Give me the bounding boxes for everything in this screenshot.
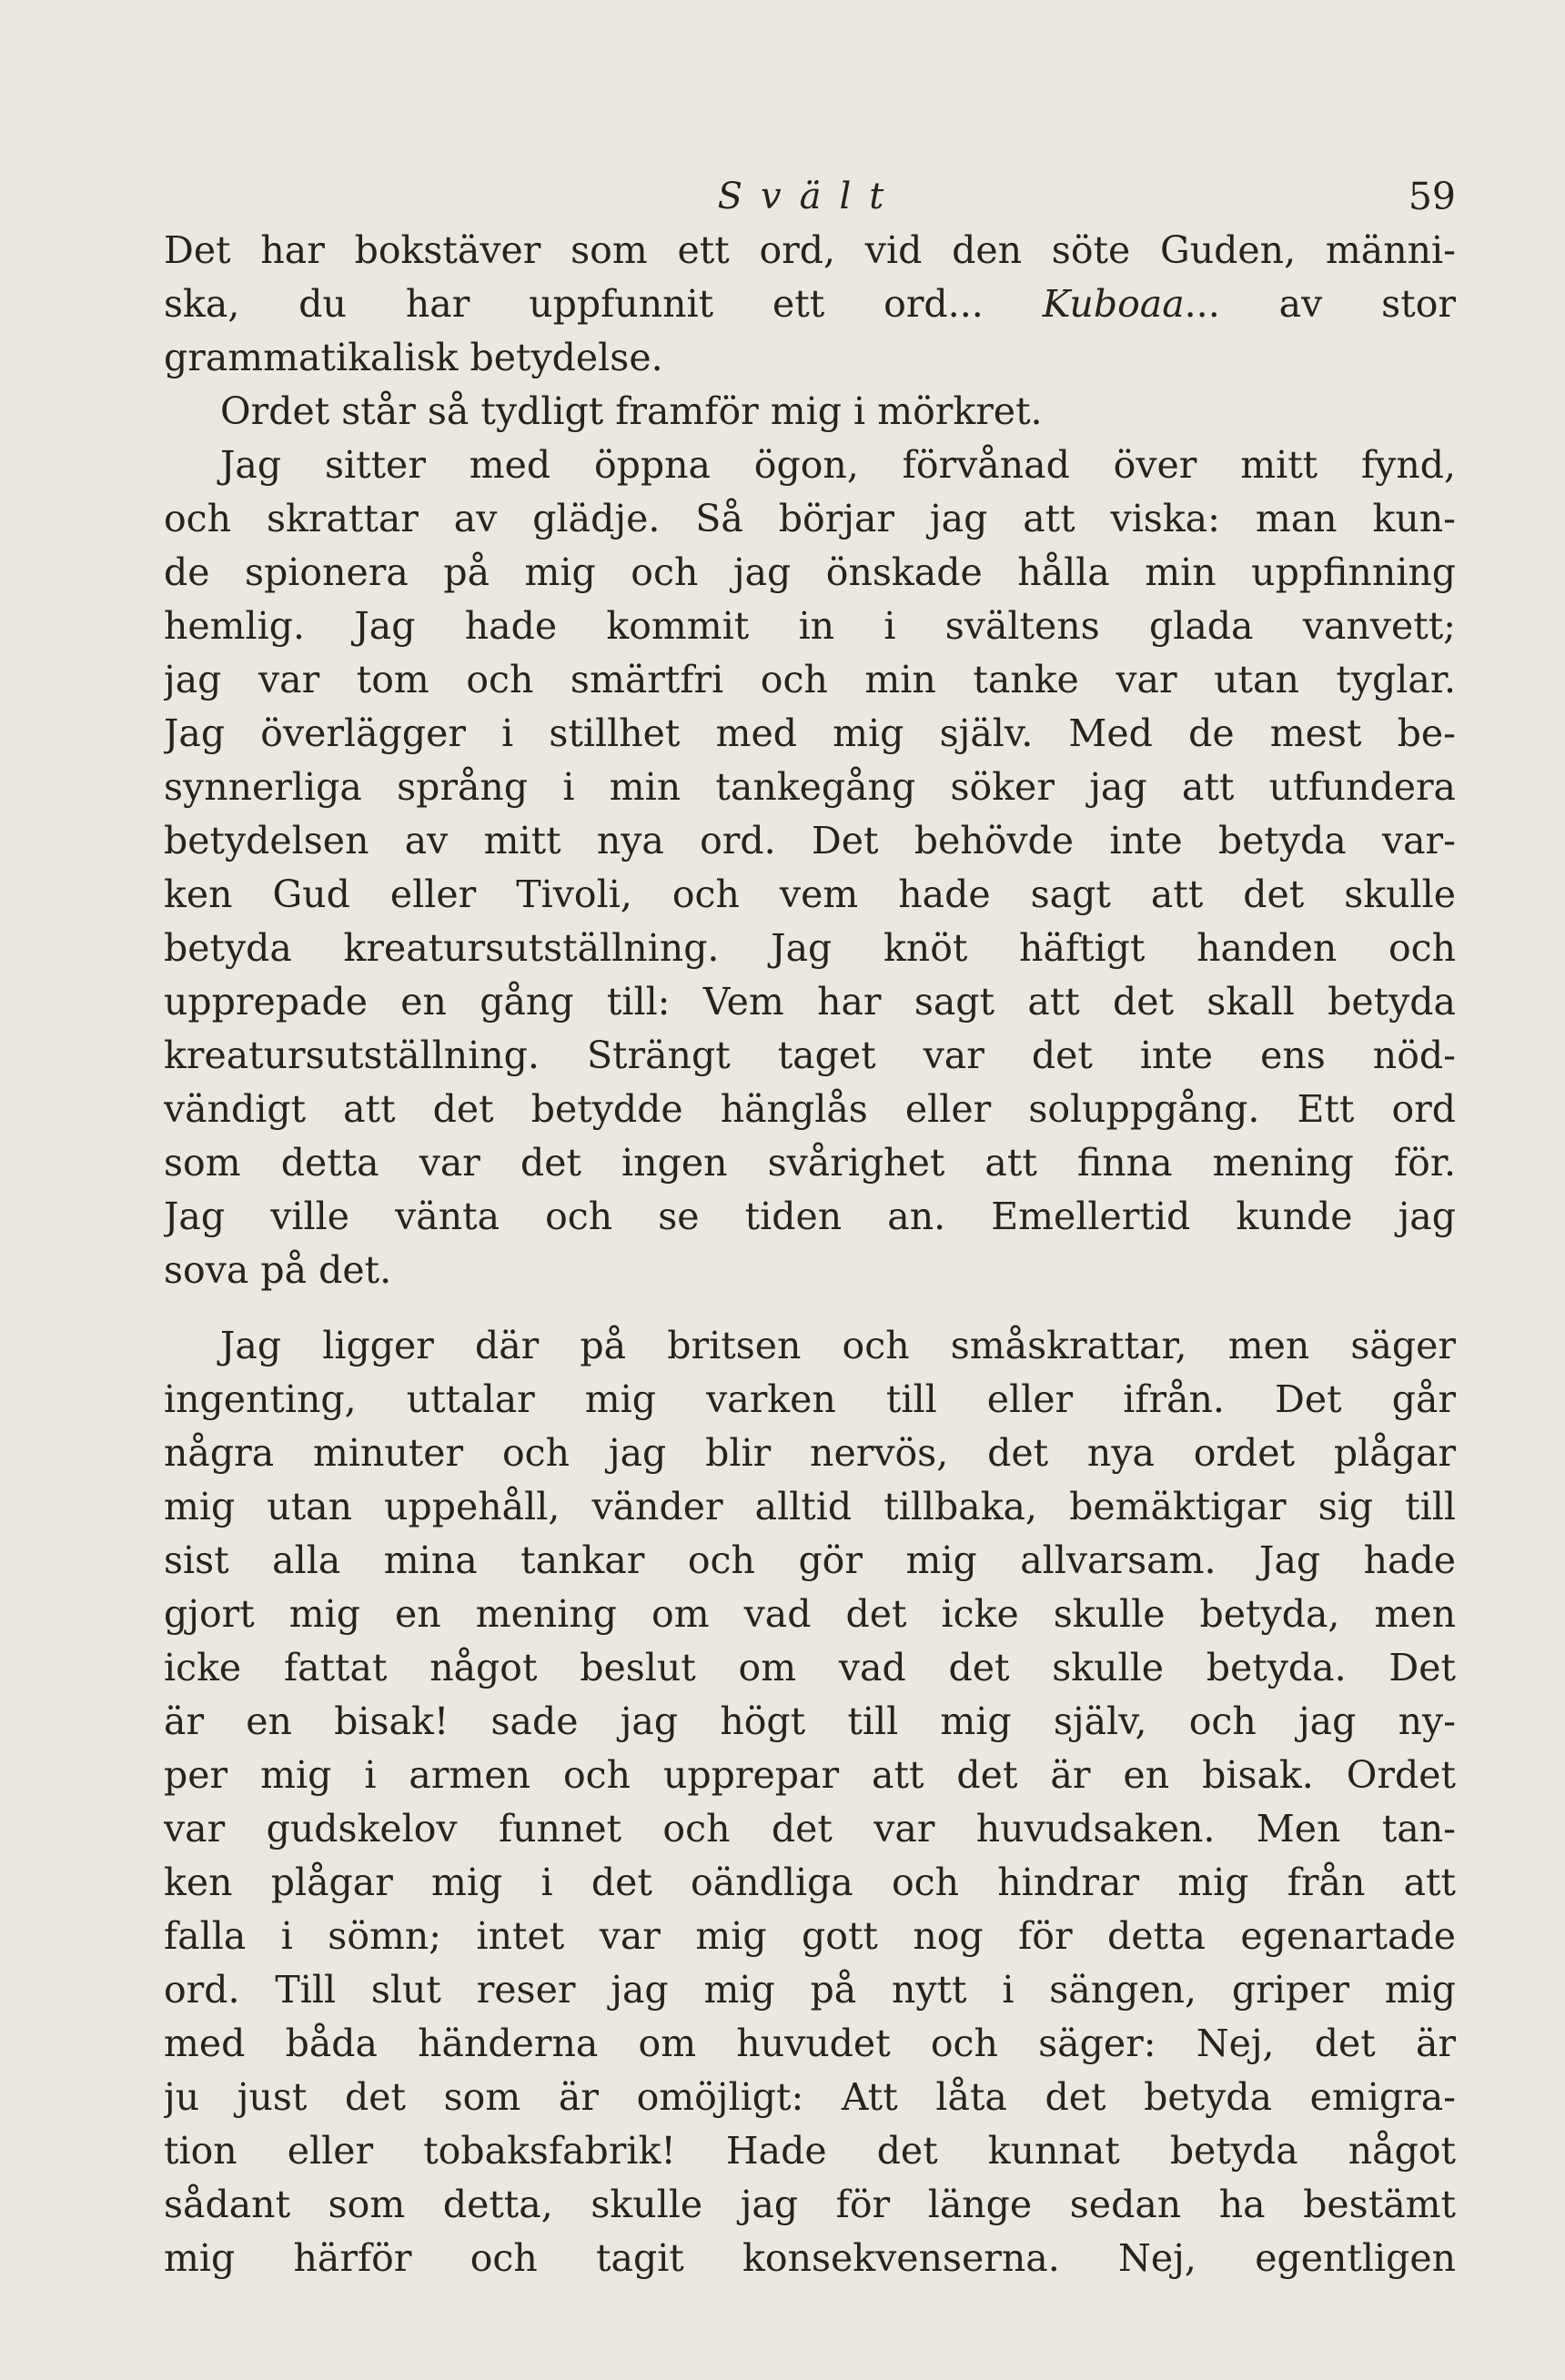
text-line: Jag överlägger i stillhet med mig själv. Med de mest be- [164, 711, 1456, 755]
text-line: med båda händerna om huvudet och säger: Nej, det är [164, 2022, 1456, 2065]
text-line: sova på det. [164, 1248, 392, 1292]
text-line: kreatursutställning. Strängt taget var det inte ens nöd- [164, 1034, 1456, 1077]
paragraph-gap [164, 1297, 1456, 1319]
text-line: Ordet står så tydligt framför mig i mörkret. [220, 389, 1043, 433]
text-line: per mig i armen och upprepar att det är en bisak. Ordet [164, 1753, 1456, 1797]
text-line: ken plågar mig i det oändliga och hindrar mig från att [164, 1861, 1456, 1904]
text-line: Det har bokstäver som ett ord, vid den söte Guden, männi- [164, 228, 1456, 272]
text-line: Jag ville vänta och se tiden an. Emellertid kunde jag [164, 1195, 1456, 1238]
text-line: tion eller tobaksfabrik! Hade det kunnat betyda något [164, 2129, 1456, 2173]
running-title: Svält [717, 176, 903, 217]
text-line: betydelsen av mitt nya ord. Det behövde inte betyda var- [164, 819, 1456, 862]
text-line: icke fattat något beslut om vad det skulle betyda. Det [164, 1646, 1456, 1689]
page-number: 59 [1408, 175, 1456, 218]
text-line: mig härför och tagit konsekvenserna. Nej, egentligen [164, 2236, 1456, 2280]
text-segment: ... av stor [1184, 282, 1456, 326]
text-line: jag var tom och smärtfri och min tanke var utan tyglar. [164, 658, 1456, 701]
running-head [164, 169, 1456, 224]
text-line: är en bisak! sade jag högt till mig själv, och jag ny- [164, 1699, 1456, 1743]
text-line: de spionera på mig och jag önskade hålla min uppfinning [164, 550, 1456, 594]
text-line: falla i sömn; intet var mig gott nog för detta egenartade [164, 1914, 1456, 1958]
text-line: gjort mig en mening om vad det icke skulle betyda, men [164, 1592, 1456, 1636]
text-line: ken Gud eller Tivoli, och vem hade sagt att det skulle [164, 872, 1456, 916]
text-line: sådant som detta, skulle jag för länge sedan ha bestämt [164, 2183, 1456, 2226]
text-line: upprepade en gång till: Vem har sagt att det skall betyda [164, 980, 1456, 1024]
text-line: några minuter och jag blir nervös, det nya ordet plågar [164, 1431, 1456, 1475]
text-line: grammatikalisk betydelse. [164, 336, 663, 379]
text-line: hemlig. Jag hade kommit in i svältens glada vanvett; [164, 604, 1456, 648]
text-line: ju just det som är omöjligt: Att låta det betyda emigra- [164, 2075, 1456, 2119]
emphasized-word: Kuboaa [1042, 282, 1185, 326]
body-text [164, 224, 1456, 2285]
text-line: var gudskelov funnet och det var huvudsaken. Men tan- [164, 1807, 1456, 1851]
text-line: och skrattar av glädje. Så börjar jag att viska: man kun- [164, 497, 1456, 540]
text-line: synnerliga språng i min tankegång söker jag att utfundera [164, 765, 1456, 809]
text-line: Jag ligger där på britsen och småskrattar, men säger [220, 1324, 1456, 1367]
text-line: ord. Till slut reser jag mig på nytt i sängen, griper mig [164, 1968, 1456, 2012]
text-line: ingenting, uttalar mig varken till eller ifrån. Det går [164, 1377, 1456, 1421]
text-line: mig utan uppehåll, vänder alltid tillbaka, bemäktigar sig till [164, 1485, 1456, 1528]
text-line [164, 277, 1456, 331]
text-line: vändigt att det betydde hänglås eller soluppgång. Ett ord [164, 1087, 1456, 1131]
text-line: sist alla mina tankar och gör mig allvarsam. Jag hade [164, 1538, 1456, 1582]
text-segment: ska, du har uppfunnit ett ord... [164, 282, 1043, 326]
text-line: betyda kreatursutställning. Jag knöt häftigt handen och [164, 926, 1456, 970]
text-line: som detta var det ingen svårighet att finna mening för. [164, 1141, 1456, 1185]
text-line: Jag sitter med öppna ögon, förvånad över mitt fynd, [220, 443, 1456, 487]
